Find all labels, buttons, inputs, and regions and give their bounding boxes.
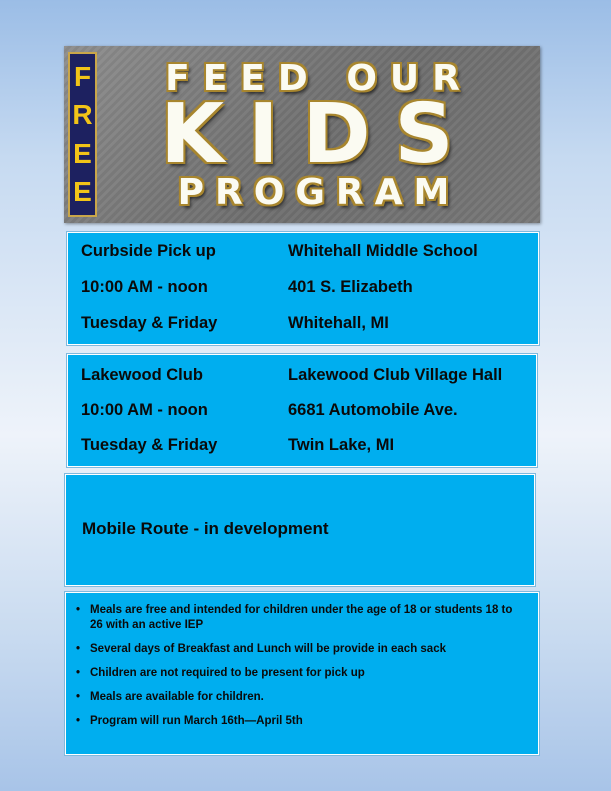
pickup-type: Lakewood Club bbox=[81, 366, 203, 384]
location-name: Lakewood Club Village Hall bbox=[288, 366, 503, 384]
list-item: • Children are not required to be present for pick up bbox=[76, 667, 365, 679]
bullet-icon: • bbox=[76, 643, 81, 655]
mobile-route-text: Mobile Route - in development bbox=[82, 519, 329, 538]
pickup-days: Tuesday & Friday bbox=[81, 314, 218, 332]
bullet-icon: • bbox=[76, 604, 81, 616]
bullet-icon: • bbox=[76, 691, 81, 703]
location-city: Whitehall, MI bbox=[288, 314, 389, 332]
pickup-time: 10:00 AM - noon bbox=[81, 401, 208, 419]
mobile-route-panel bbox=[65, 474, 535, 586]
free-letter: E bbox=[73, 175, 92, 207]
list-item: • Meals are free and intended for children under the age of 18 or students 18 to 26 with an active IEP bbox=[76, 604, 513, 631]
list-item: • Meals are available for children. bbox=[76, 691, 264, 703]
lakewood-location-panel bbox=[67, 354, 537, 467]
free-letter: F bbox=[73, 61, 92, 93]
list-item: • Program will run March 16th—April 5th bbox=[76, 715, 303, 727]
list-item: • Several days of Breakfast and Lunch will be provide in each sack bbox=[76, 643, 446, 655]
program-banner bbox=[64, 46, 540, 223]
location-street: 6681 Automobile Ave. bbox=[288, 401, 458, 419]
pickup-type: Curbside Pick up bbox=[81, 242, 216, 260]
info-list bbox=[74, 603, 528, 738]
pickup-days: Tuesday & Friday bbox=[81, 436, 218, 454]
banner-title-line1: FEED OUR bbox=[165, 58, 473, 99]
program-info-panel bbox=[65, 592, 539, 755]
banner-title-kids: KIDS bbox=[160, 87, 478, 182]
location-name: Whitehall Middle School bbox=[288, 242, 478, 260]
whitehall-location-panel bbox=[67, 232, 539, 345]
location-city: Twin Lake, MI bbox=[288, 436, 395, 454]
free-letter: R bbox=[72, 99, 93, 131]
location-street: 401 S. Elizabeth bbox=[288, 278, 413, 296]
free-badge bbox=[68, 52, 97, 217]
banner-title-program: PROGRAM bbox=[177, 172, 461, 213]
bullet-icon: • bbox=[76, 667, 81, 679]
bullet-icon: • bbox=[76, 715, 81, 727]
pickup-time: 10:00 AM - noon bbox=[81, 278, 208, 296]
free-letter: E bbox=[73, 137, 92, 169]
